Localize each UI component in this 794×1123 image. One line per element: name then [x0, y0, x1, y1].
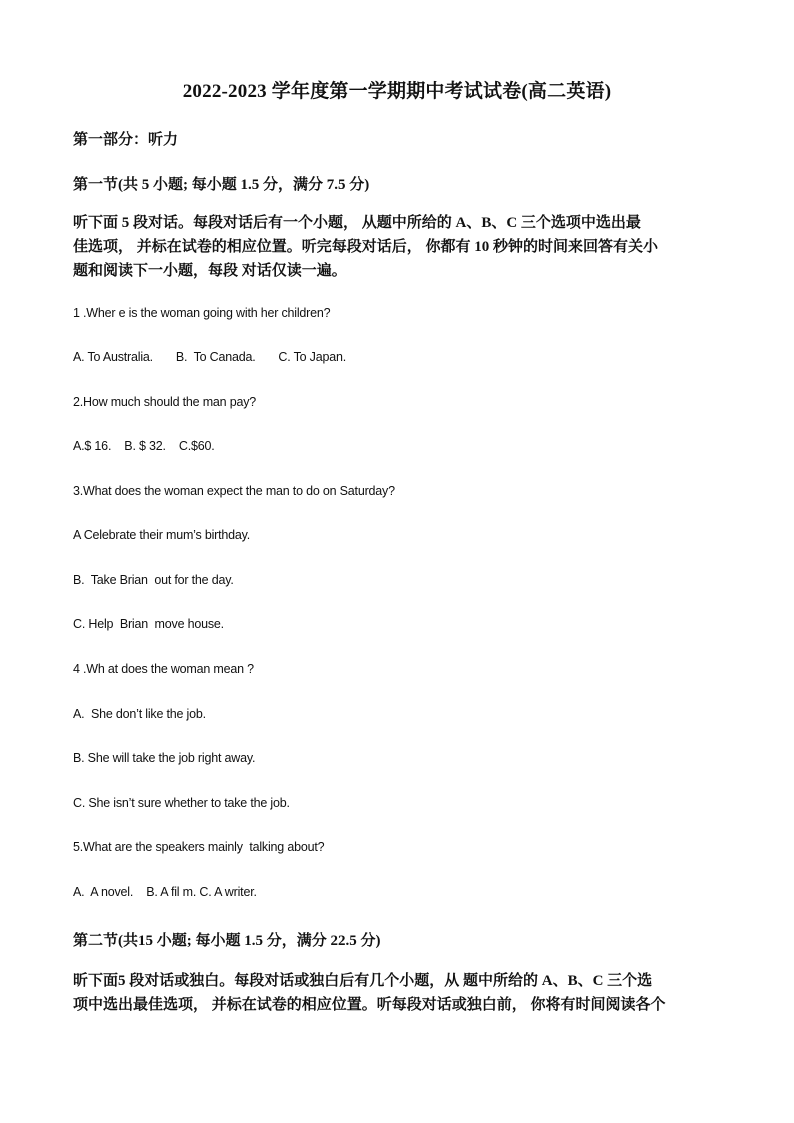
instruction-line: 题和阅读下一小题，每段 对话仅读一遍。	[73, 263, 347, 279]
question-3: 3.What does the woman expect the man to do on Saturday?	[73, 484, 395, 498]
question-3-option-a: A Celebrate their mum’s birthday.	[73, 528, 251, 542]
section1-heading: 第一节(共 5 小题; 每小题 1.5 分，满分 7.5 分)	[73, 177, 370, 193]
section1-instructions	[73, 211, 723, 283]
part1-heading: 第一部分：听力	[73, 132, 179, 148]
question-4-option-a: A. She don’t like the job.	[73, 707, 206, 721]
question-5-options: A. A novel. B. A fil m. C. A writer.	[73, 885, 257, 899]
instruction-line: 听下面 5 段对话。每段对话后有一个小题， 从题中所给的 A、B、C 三个选项中选出最	[73, 215, 641, 231]
question-4: 4 .Wh at does the woman mean ?	[73, 662, 254, 676]
question-2-options: A.$ 16. B. $ 32. C.$60.	[73, 439, 215, 453]
question-1-options: A. To Australia. B. To Canada. C. To Japan.	[73, 350, 346, 364]
instruction-line: 项中选出最佳选项， 并标在试卷的相应位置。听每段对话或独白前， 你将有时间阅读各个	[73, 997, 666, 1013]
question-4-option-b: B. She will take the job right away.	[73, 751, 256, 765]
instruction-line: 佳选项， 并标在试卷的相应位置。听完每段对话后， 你都有 10 秒钟的时间来回答有关小	[73, 239, 659, 255]
question-3-option-c: C. Help Brian move house.	[73, 617, 224, 631]
page-title: 2022-2023 学年度第一学期期中考试试卷(高二英语)	[182, 81, 612, 102]
question-3-option-b: B. Take Brian out for the day.	[73, 573, 234, 587]
question-5: 5.What are the speakers mainly talking about?	[73, 840, 325, 854]
question-4-option-c: C. She isn’t sure whether to take the job.	[73, 796, 290, 810]
section2-heading: 第二节(共15 小题; 每小题 1.5 分，满分 22.5 分)	[73, 933, 381, 949]
question-1: 1 .Wher e is the woman going with her children?	[73, 306, 331, 320]
section2-instructions	[73, 969, 723, 1017]
question-2: 2.How much should the man pay?	[73, 395, 256, 409]
instruction-line: 昕下面5 段对话或独白。每段对话或独白后有几个小题，从 题中所给的 A、B、C 三个选	[73, 973, 653, 989]
